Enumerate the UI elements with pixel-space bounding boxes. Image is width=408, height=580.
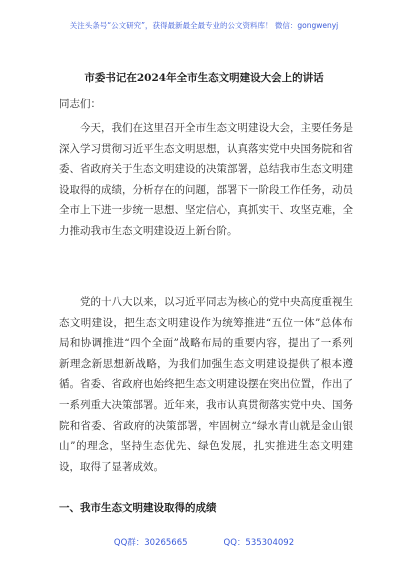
- body-paragraph: 今天，我们在这里召开全市生态文明建设大会，主要任务是深入学习贯彻习近平生态文明思想，认真落实党中央国务院和省委、省政府关于生态文明建设的决策部署，总结我市生态文明建设取得的成绩，分析存在的问题，部署下一阶段工作任务，动员全市上下进一步统一思想、坚定信心，真抓实干、攻坚克难，全力推动我市生态文明建设迈上新台阶。: [59, 122, 353, 237]
- document-title: 市委书记在2024年全市生态文明建设大会上的讲话: [84, 72, 324, 84]
- body-paragraph: 党的十八大以来，以习近平同志为核心的党中央高度重视生态文明建设，把生态文明建设作为统筹推进“五位一体”总体布局和协调推进“四个全面”战略布局的重要内容，提出了一系列新理念新思想新战略，为我们加强生态文明建设提供了根本遵循。省委、省政府也始终把生态文明建设摆在突出位置，作出了一系列重大决策部署。近年来，我市认真贯彻落实党中央、国务院和省委、省政府的决策部署，牢固树立“绿水青山就是金山银山”的理念，坚持生态优先、绿色发展，扎实推进生态文明建设，取得了显著成效。: [59, 296, 353, 473]
- footer-qq-contact[interactable]: QQ：535304092: [223, 538, 295, 548]
- salutation: 同志们：: [59, 98, 101, 110]
- footer-qq-group[interactable]: QQ群：30265665: [113, 538, 188, 548]
- header-banner[interactable]: 关注头条号“公文研究”，获得最新最全最专业的公文资料库！ 微信：gongwenyj: [69, 21, 339, 30]
- section-heading: 一、我市生态文明建设取得的成绩: [59, 502, 217, 514]
- footer: [0, 536, 408, 548]
